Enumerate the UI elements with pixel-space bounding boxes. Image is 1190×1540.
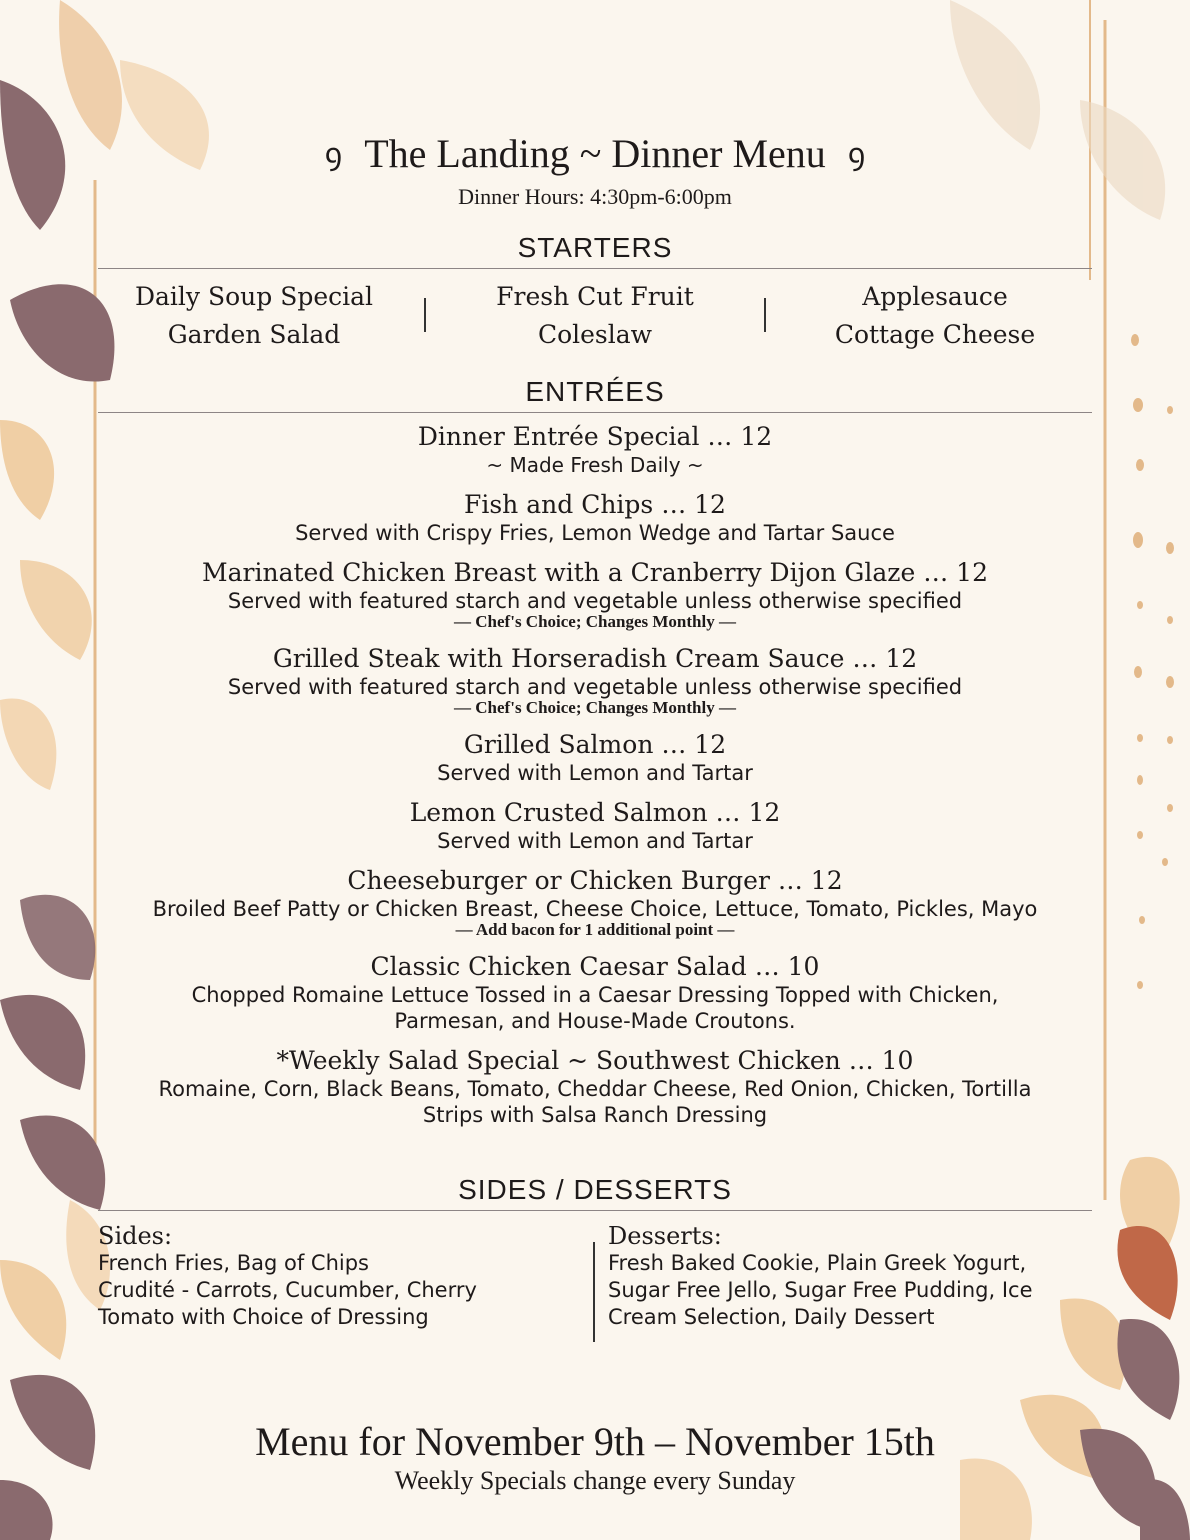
desserts-column: [608, 1222, 1092, 1331]
sides-line: Tomato with Choice of Dressing: [98, 1305, 429, 1329]
entree-item: [98, 730, 1092, 786]
starter-item: Applesauce: [862, 282, 1008, 311]
sides-line: French Fries, Bag of Chips: [98, 1251, 369, 1275]
starter-item: Coleslaw: [537, 320, 653, 349]
entree-item: [98, 644, 1092, 718]
starters-column-3: [775, 278, 1095, 354]
entree-name: Cheeseburger or Chicken Burger … 12: [347, 866, 843, 895]
entree-name: *Weekly Salad Special ~ Southwest Chicken … 10: [276, 1046, 914, 1075]
entree-description: Strips with Salsa Ranch Dressing: [422, 1103, 768, 1127]
desserts-line: Cream Selection, Daily Dessert: [608, 1305, 935, 1329]
entrees-heading: ENTRÉES: [98, 376, 1092, 413]
entree-item: [98, 1046, 1092, 1128]
entree-name: Fish and Chips … 12: [464, 490, 726, 519]
sides-title: Sides:: [98, 1222, 173, 1250]
menu-date-range: Menu for November 9th – November 15th: [255, 1419, 935, 1464]
entree-description: Served with featured starch and vegetable unless otherwise specified: [227, 675, 963, 699]
right-ornament-icon: ꝯ: [847, 137, 866, 171]
starters-divider: [424, 298, 426, 332]
entrees-list: [98, 422, 1092, 1140]
entree-name: Marinated Chicken Breast with a Cranberry Dijon Glaze … 12: [202, 558, 988, 587]
starter-item: Cottage Cheese: [834, 320, 1036, 349]
starter-item: Fresh Cut Fruit: [496, 282, 694, 311]
entree-name: Classic Chicken Caesar Salad … 10: [370, 952, 820, 981]
entree-description: Served with Crispy Fries, Lemon Wedge and Tartar Sauce: [295, 521, 895, 545]
starters-column-2: [435, 278, 755, 354]
sides-desserts-divider: [593, 1242, 595, 1342]
sides-line: Crudité - Carrots, Cucumber, Cherry: [98, 1278, 477, 1302]
entree-name: Grilled Steak with Horseradish Cream Sauce … 12: [272, 644, 918, 673]
starters-section: [98, 278, 1092, 354]
entree-item: [98, 490, 1092, 546]
entree-description: Served with Lemon and Tartar: [437, 829, 753, 853]
sides-desserts-section: [98, 1222, 1092, 1342]
entree-description: Parmesan, and House-Made Croutons.: [394, 1009, 796, 1033]
entree-item: [98, 866, 1092, 940]
left-ornament-icon: ꝯ: [324, 137, 343, 171]
entree-note: — Add bacon for 1 additional point —: [455, 920, 735, 939]
starter-item: Garden Salad: [167, 320, 341, 349]
desserts-title: Desserts:: [608, 1222, 722, 1250]
entree-description: Served with featured starch and vegetable unless otherwise specified: [227, 589, 963, 613]
entree-note: — Chef's Choice; Changes Monthly —: [454, 612, 736, 631]
entree-name: Lemon Crusted Salmon … 12: [409, 798, 781, 827]
starters-heading: STARTERS: [98, 232, 1092, 269]
starter-item: Daily Soup Special: [134, 282, 374, 311]
weekly-specials-note: Weekly Specials change every Sunday: [394, 1466, 796, 1495]
starters-column-1: [94, 278, 414, 354]
starters-divider: [764, 298, 766, 332]
entree-description: Broiled Beef Patty or Chicken Breast, Cheese Choice, Lettuce, Tomato, Pickles, Mayo: [152, 897, 1038, 921]
entree-description: Chopped Romaine Lettuce Tossed in a Caesar Dressing Topped with Chicken,: [191, 983, 999, 1007]
entree-name: Grilled Salmon … 12: [463, 730, 727, 759]
desserts-line: Sugar Free Jello, Sugar Free Pudding, Ice: [608, 1278, 1033, 1302]
menu-header: [0, 130, 1190, 182]
entree-item: [98, 952, 1092, 1034]
sides-desserts-heading: SIDES / DESSERTS: [98, 1174, 1092, 1211]
entree-description: Romaine, Corn, Black Beans, Tomato, Cheddar Cheese, Red Onion, Chicken, Tortilla: [158, 1077, 1032, 1101]
entree-subtitle: ~ Made Fresh Daily ~: [486, 453, 704, 477]
entree-item: [98, 422, 1092, 478]
menu-title: The Landing ~ Dinner Menu: [364, 131, 826, 176]
sides-column: [98, 1222, 568, 1331]
entree-note: — Chef's Choice; Changes Monthly —: [454, 698, 736, 717]
entree-item: [98, 798, 1092, 854]
desserts-line: Fresh Baked Cookie, Plain Greek Yogurt,: [608, 1251, 1027, 1275]
dinner-hours: Dinner Hours: 4:30pm-6:00pm: [458, 184, 732, 209]
entree-item: [98, 558, 1092, 632]
entree-description: Served with Lemon and Tartar: [437, 761, 753, 785]
entree-name: Dinner Entrée Special … 12: [417, 422, 773, 451]
